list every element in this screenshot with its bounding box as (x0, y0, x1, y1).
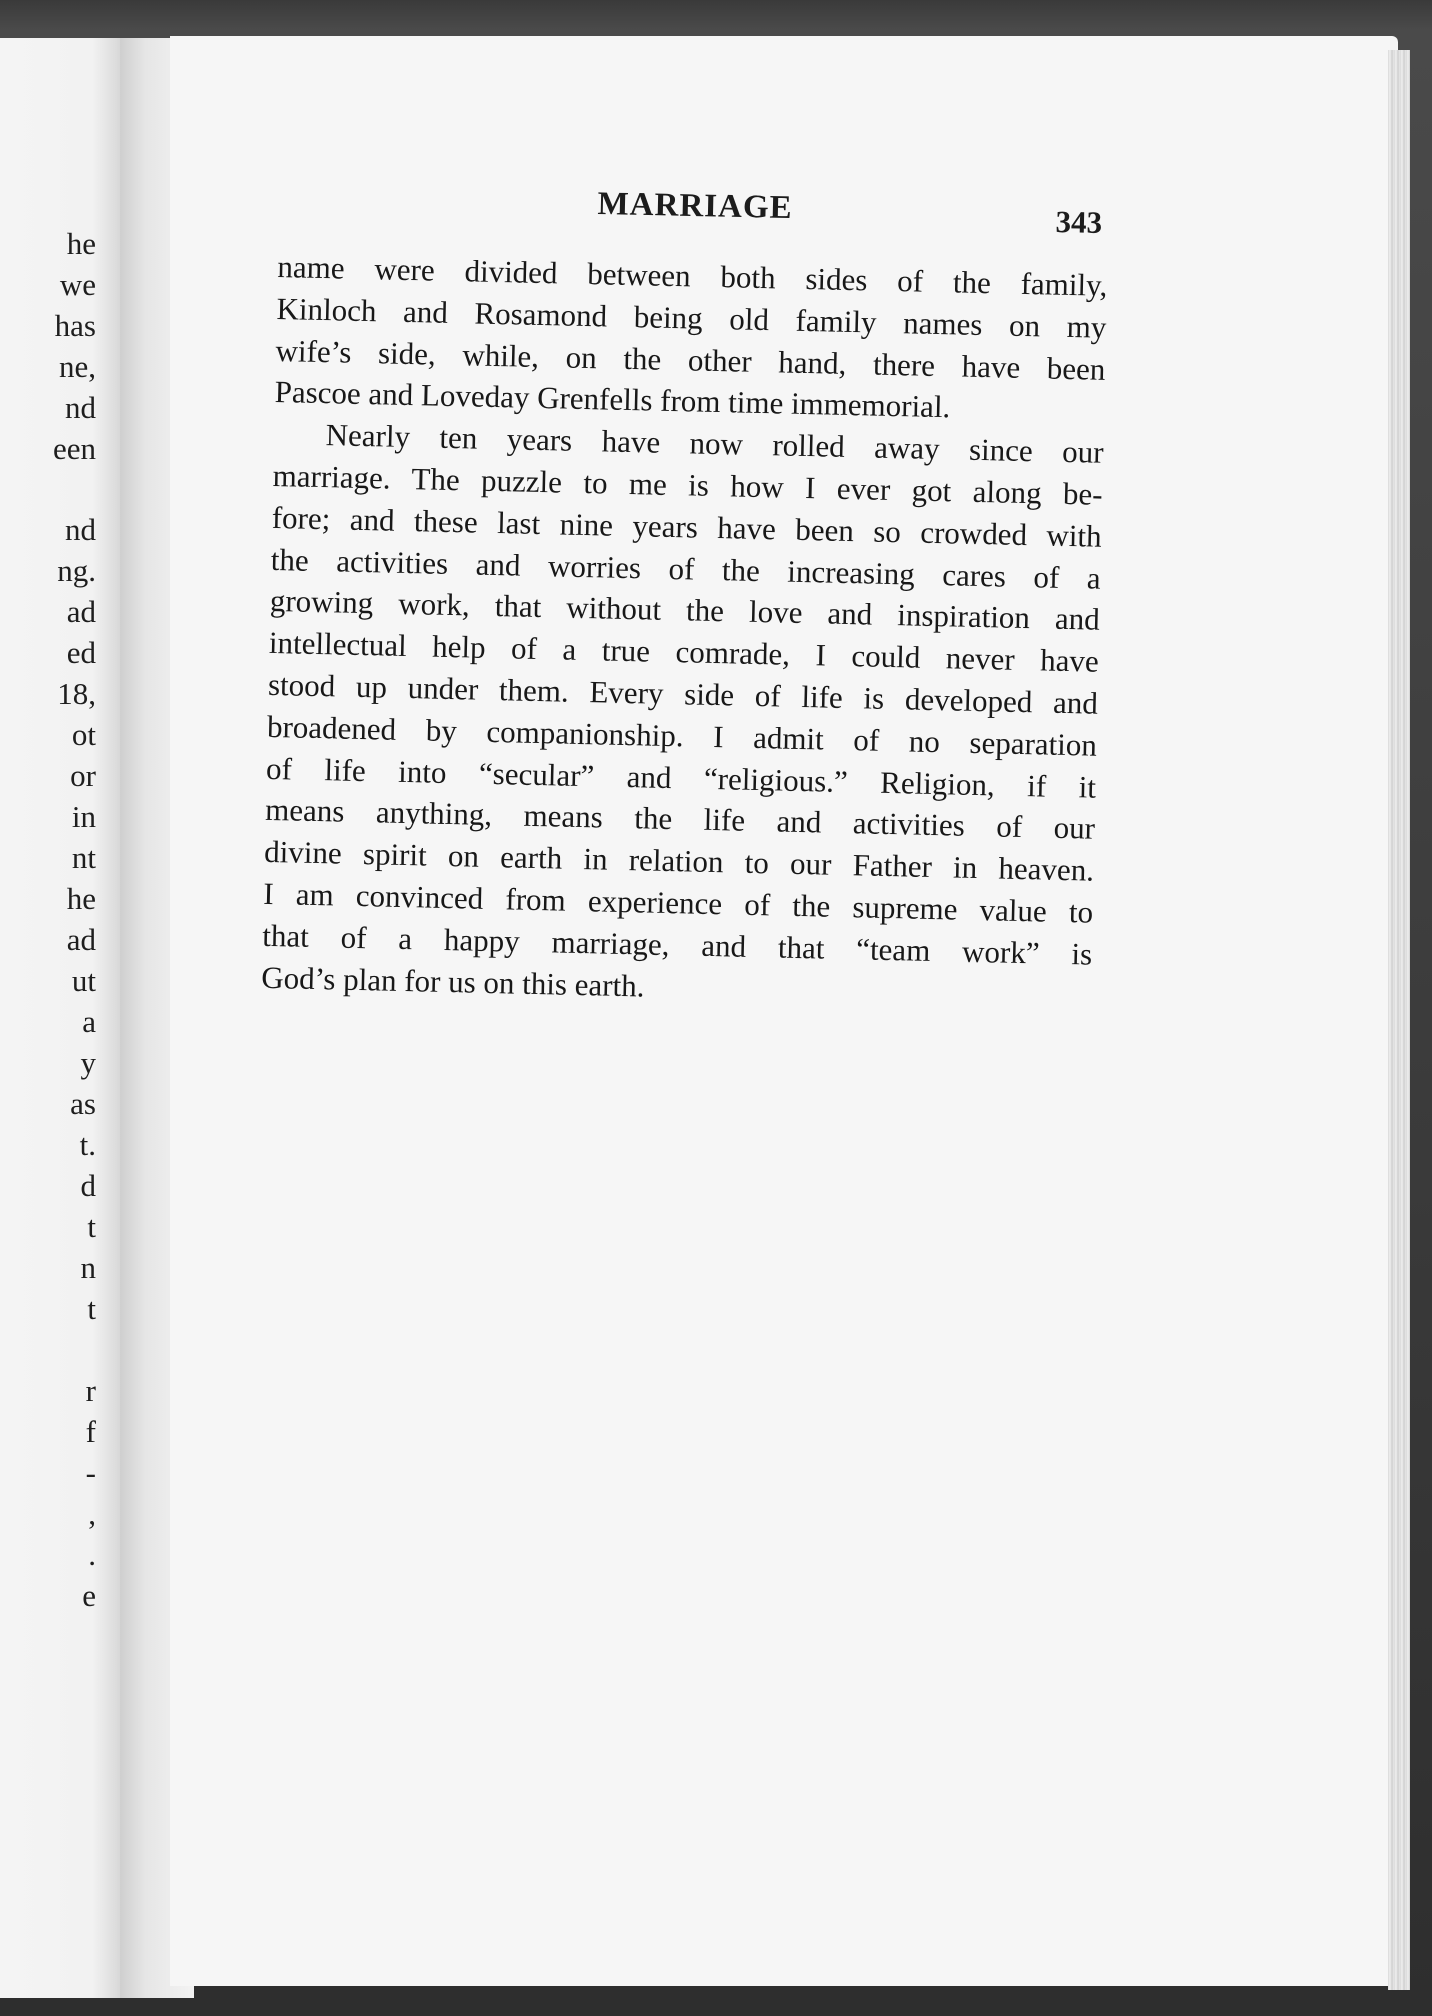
left-page-fragment: ne, (58, 349, 96, 384)
left-page-fragment: t (87, 1291, 96, 1326)
page-edge (1388, 50, 1410, 1990)
body-line: I am convinced from experience of the supreme value to (262, 875, 1094, 930)
body-line: intellectual help of a true comrade, I could never have (268, 625, 1100, 679)
left-page-fragment: has (54, 308, 96, 343)
body-line: that of a happy marriage, and that “team work” is (261, 917, 1093, 972)
body-line: Pascoe and Loveday Grenfells from time immemorial. (274, 374, 951, 425)
left-page-fragment: ot (71, 717, 96, 752)
left-page-fragment: ad (66, 594, 96, 629)
left-page-fragment: in (71, 799, 96, 834)
left-page-fragment: ng. (57, 553, 96, 588)
left-page-fragment: r (85, 1373, 96, 1408)
left-page-fragment: as (70, 1086, 96, 1121)
left-page-fragment: een (52, 431, 96, 466)
body-line: stood up under them. Every side of life is developed and (267, 666, 1099, 721)
body-line: of life into “secular” and “religious.” Religion, if it (265, 750, 1097, 805)
body-line: broadened by companionship. I admit of no separation (266, 708, 1098, 763)
body-line: means anything, means the life and activities of our (264, 792, 1096, 847)
left-page-fragment: we (59, 267, 96, 302)
left-page-fragment: he (66, 881, 96, 916)
left-page-fragment: a (82, 1004, 96, 1039)
left-page-fragment: nd (65, 512, 96, 547)
body-line: fore; and these last nine years have been so crowded with (271, 499, 1103, 554)
left-page-fragment: - (85, 1455, 96, 1490)
left-page-fragment: t. (79, 1127, 96, 1162)
body-line: name were divided between both sides of the family, (277, 248, 1108, 303)
left-page-fragment: he (66, 226, 96, 261)
page-number: 343 (1055, 204, 1103, 240)
body-line: Nearly ten years have now rolled away since our (325, 417, 1104, 470)
body-line: growing work, that without the love and inspiration and (269, 583, 1101, 638)
body-text (261, 246, 1108, 1017)
left-page-fragment: f (85, 1414, 96, 1449)
body-line: God’s plan for us on this earth. (261, 959, 645, 1004)
left-page-fragment: nt (71, 840, 96, 875)
left-page-fragment: n (80, 1250, 96, 1285)
left-page-fragment: d (80, 1168, 96, 1203)
previous-page (0, 38, 132, 1998)
body-line: Kinloch and Rosamond being old family names on my (276, 290, 1107, 345)
left-page-fragment: 18, (57, 676, 96, 711)
left-page-fragment: ad (66, 922, 96, 957)
left-page-fragment: . (88, 1537, 96, 1572)
left-page-fragment: ut (71, 963, 96, 998)
left-page-fragment: t (87, 1209, 96, 1244)
left-page-fragment: , (88, 1496, 96, 1531)
body-line: the activities and worries of the increasing cares of a (270, 541, 1102, 596)
body-line: marriage. The puzzle to me is how I ever got along be- (272, 457, 1103, 512)
left-page-fragment: y (80, 1045, 96, 1080)
left-page-fragment: e (82, 1578, 96, 1613)
running-head: MARRIAGE (597, 186, 793, 227)
body-line: wife’s side, while, on the other hand, there have been (275, 332, 1106, 387)
left-page-fragment: nd (65, 390, 96, 425)
body-line: divine spirit on earth in relation to our Father in heaven. (263, 834, 1095, 888)
left-page-fragment: ed (66, 635, 96, 670)
left-page-fragment: or (70, 758, 96, 793)
